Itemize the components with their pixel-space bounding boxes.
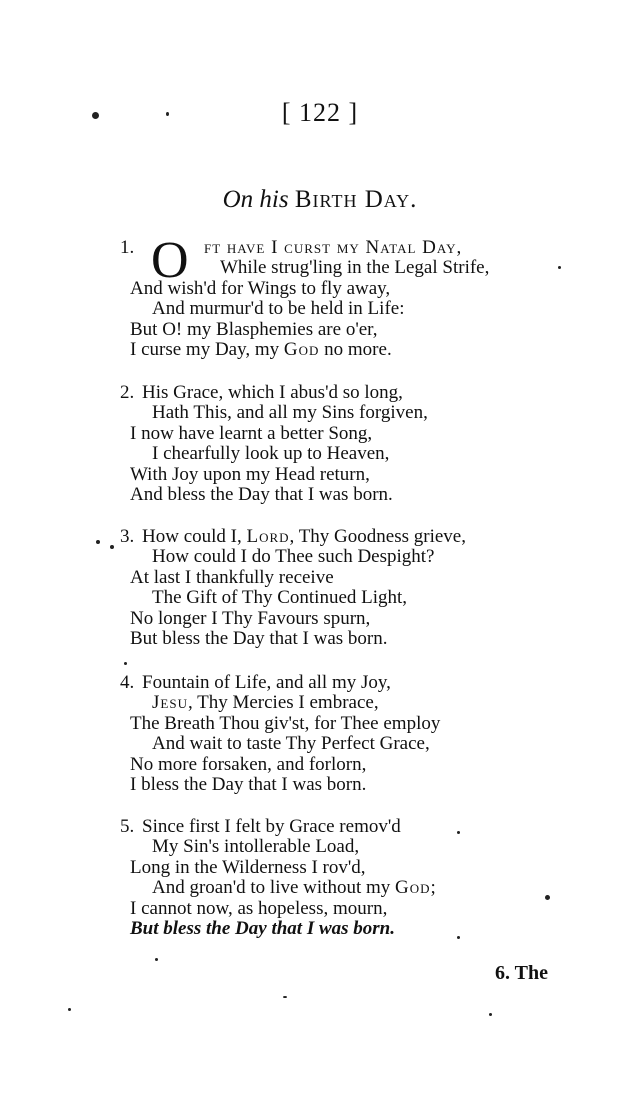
stanza-number: 4. (120, 672, 135, 693)
stanza-line: How could I do Thee such Despight? (152, 546, 435, 568)
verse-text: , Thy Goodness grieve, (289, 526, 466, 547)
stanza-line (130, 693, 570, 713)
stanza-line: With Joy upon my Head return, (130, 463, 370, 485)
drop-cap: O (151, 232, 189, 289)
ink-speck (489, 1013, 492, 1016)
verse-smallcaps: Jesu (152, 692, 188, 714)
stanza-number: 5. (120, 816, 135, 837)
stanza-3 (120, 526, 570, 649)
stanza-line: And bless the Day that I was born. (130, 483, 393, 505)
title-italic: On his (222, 186, 289, 213)
verse-text: His Grace, which I abus'd so long, (142, 382, 403, 403)
verse-text: How could I, (142, 526, 247, 547)
stanza-4 (120, 672, 570, 795)
stanza-2 (120, 382, 570, 505)
verse-smallcaps: God (283, 338, 320, 360)
stanza-line: I now have learnt a better Song, (130, 422, 373, 444)
stanza-line: My Sin's intollerable Load, (152, 836, 360, 858)
stanza-number: 1. (120, 237, 135, 258)
ink-speck (457, 936, 460, 939)
ink-speck (166, 112, 169, 116)
stanza-line: No longer I Thy Favours spurn, (130, 607, 371, 629)
stanza-line: Long in the Wilderness I rov'd, (130, 856, 366, 878)
stanza-line: And wait to taste Thy Perfect Grace, (152, 733, 430, 755)
stanza-line: I bless the Day that I was born. (130, 773, 367, 795)
verse-smallcaps: God (395, 877, 431, 899)
stanza-1 (120, 232, 570, 360)
stanza-line (120, 526, 570, 547)
stanza-line (120, 382, 570, 403)
verse-text: Fountain of Life, and all my Joy, (142, 672, 391, 693)
stanza-number: 2. (120, 382, 135, 403)
stanza-line: No more forsaken, and forlorn, (130, 753, 367, 775)
verse-text: , Thy Mercies I embrace, (187, 692, 379, 714)
stanza-number: 3. (120, 526, 135, 547)
ink-speck (558, 266, 561, 269)
stanza-line: While strug'ling in the Legal Strife, (220, 257, 490, 279)
ink-speck (155, 958, 158, 961)
stanza-line (120, 816, 570, 837)
stanza-line: But bless the Day that I was born. (130, 627, 388, 649)
verse-text: I curse my Day, my (130, 338, 284, 360)
stanza-line: Hath This, and all my Sins forgiven, (152, 402, 428, 424)
verse-text: ft have I curst my Natal Day, (204, 237, 463, 258)
ink-speck (124, 662, 127, 665)
stanza-5 (120, 816, 570, 939)
ink-speck (545, 895, 550, 900)
stanza-line (130, 878, 570, 898)
ink-speck (68, 1008, 71, 1011)
stanza-line: The Breath Thou giv'st, for Thee employ (130, 712, 441, 734)
poem-title (0, 186, 640, 214)
stanza-line: I cannot now, as hopeless, mourn, (130, 897, 388, 919)
stanza-line (130, 340, 570, 360)
stanza-line: And murmur'd to be held in Life: (152, 298, 405, 320)
ink-speck (283, 996, 287, 998)
verse-text: And groan'd to live without my (152, 877, 396, 899)
verse-smallcaps: Lord (246, 526, 290, 547)
verse-text: Since first I felt by Grace remov'd (142, 816, 401, 837)
stanza-line (120, 672, 570, 693)
verse-text: ; (430, 877, 436, 899)
ink-speck (96, 540, 100, 544)
page-number: [ 122 ] (281, 98, 359, 127)
stanza-line: But O! my Blasphemies are o'er, (130, 318, 378, 340)
stanza-line: And wish'd for Wings to fly away, (130, 277, 391, 299)
ink-speck (457, 831, 460, 834)
stanza-line: But bless the Day that I was born. (130, 917, 395, 939)
verse-text: no more. (319, 338, 392, 360)
stanza-line: I chearfully look up to Heaven, (152, 443, 390, 465)
stanza-line: The Gift of Thy Continued Light, (152, 587, 408, 609)
ink-speck (110, 545, 114, 549)
ink-speck (92, 112, 99, 119)
title-smallcaps: Birth Day. (294, 186, 418, 213)
stanza-line: At last I thankfully receive (130, 566, 334, 588)
catchword: 6. The (495, 962, 548, 984)
